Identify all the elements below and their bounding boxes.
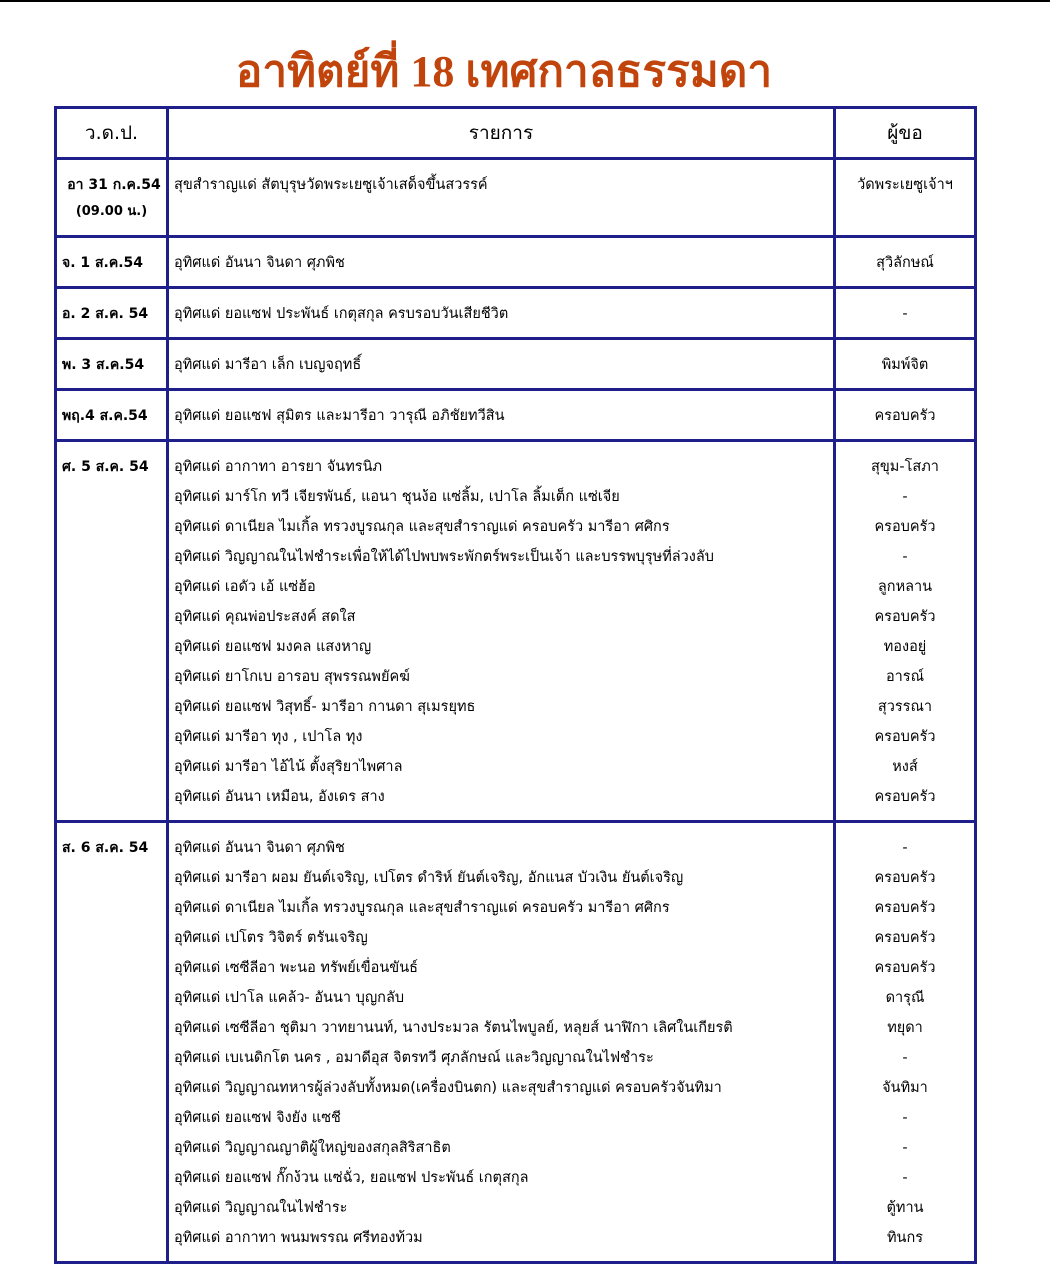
requester-text: - bbox=[902, 1050, 908, 1066]
requester-text: ตู้ทาน bbox=[886, 1200, 924, 1216]
table-row bbox=[56, 822, 976, 1263]
date-cell bbox=[56, 339, 168, 390]
table-row bbox=[56, 390, 976, 441]
intention-text: อุทิศแด่ เปโตร วิจิตร์ ตรันเจริญ bbox=[174, 930, 368, 946]
header-item: รายการ bbox=[168, 108, 835, 159]
time-text: (09.00 น.) bbox=[75, 204, 148, 219]
intention-text: อุทิศแด่ วิญญาณในไฟชำระเพื่อให้ได้ไปพบพระพักตร์พระเป็นเจ้า และบรรพบุรุษที่ล่วงลับ bbox=[174, 549, 714, 565]
schedule-body bbox=[56, 159, 976, 1263]
item-cell bbox=[168, 339, 835, 390]
requester-text: ครอบครัว bbox=[874, 900, 936, 916]
requester-text: ครอบครัว bbox=[874, 729, 936, 745]
requester-text: ครอบครัว bbox=[874, 609, 936, 625]
table-row bbox=[56, 159, 976, 237]
date-cell bbox=[56, 441, 168, 822]
requester-text: อารณ์ bbox=[885, 669, 925, 685]
header-requester: ผู้ขอ bbox=[835, 108, 976, 159]
date-text: ศ. 5 ส.ค. 54 bbox=[62, 459, 149, 475]
intention-text: อุทิศแด่ ยอแซฟ ประพันธ์ เกตุสกุล ครบรอบวันเสียชีวิต bbox=[174, 306, 509, 322]
requester-text: ลูกหลาน bbox=[877, 579, 933, 595]
requester-cell bbox=[835, 441, 976, 822]
requester-text: พิมพ์จิต bbox=[881, 357, 929, 373]
requester-text: ครอบครัว bbox=[874, 930, 936, 946]
requester-text: - bbox=[902, 306, 908, 322]
requester-text: ครอบครัว bbox=[874, 789, 936, 805]
item-cell bbox=[168, 159, 835, 237]
intention-text: อุทิศแด่ ยาโกเบ อารอบ สุพรรณพยัคฆ์ bbox=[174, 669, 410, 685]
date-text: พ. 3 ส.ค.54 bbox=[62, 357, 145, 373]
requester-text: - bbox=[902, 549, 908, 565]
requester-text: ครอบครัว bbox=[874, 519, 936, 535]
date-cell bbox=[56, 159, 168, 237]
intention-text: อุทิศแด่ วิญญาณทหารผู้ล่วงลับทั้งหมด(เครื่องบินตก) และสุขสำราญแด่ ครอบครัวจันทิมา bbox=[174, 1080, 722, 1096]
requester-text: จันทิมา bbox=[882, 1080, 928, 1096]
intention-text: อุทิศแด่ ดาเนียล ไมเกิ้ล ทรวงบูรณกุล และสุขสำราญแด่ ครอบครัว มารีอา ศศิกร bbox=[174, 519, 670, 535]
intention-text: อุทิศแด่ มาร์โก ทวี เจียรพันธ์, แอนา ชุนง้อ แซ่ลิ้ม, เปาโล ลิ้มเต็ก แซ่เจีย bbox=[174, 489, 620, 505]
table-row bbox=[56, 237, 976, 288]
requester-text: ครอบครัว bbox=[874, 960, 936, 976]
requester-cell bbox=[835, 339, 976, 390]
requester-text: ทินกร bbox=[886, 1230, 924, 1246]
intention-text: อุทิศแด่ ยอแซฟ มงคล แสงหาญ bbox=[174, 639, 372, 655]
requester-text: - bbox=[902, 1140, 908, 1156]
table-row bbox=[56, 441, 976, 822]
intention-text: อุทิศแด่ คุณพ่อประสงค์ สดใส bbox=[174, 609, 356, 625]
intention-text: อุทิศแด่ มารีอา ทุง , เปาโล ทุง bbox=[174, 729, 363, 745]
requester-cell bbox=[835, 288, 976, 339]
date-text: อ. 2 ส.ค. 54 bbox=[62, 306, 149, 322]
schedule-table bbox=[54, 106, 977, 1264]
intention-text: อุทิศแด่ มารีอา เล็ก เบญจฤทธิ์ bbox=[174, 357, 362, 373]
intention-text: อุทิศแด่ ดาเนียล ไมเกิ้ล ทรวงบูรณกุล และสุขสำราญแด่ ครอบครัว มารีอา ศศิกร bbox=[174, 900, 670, 916]
item-cell bbox=[168, 822, 835, 1263]
requester-text: สุขุม-โสภา bbox=[871, 459, 939, 475]
intention-text: อุทิศแด่ ยอแซฟ สุมิตร และมารีอา วารุณี อภิชัยทวีสิน bbox=[174, 408, 505, 424]
date-text: อา 31 ก.ค.54 bbox=[67, 177, 161, 193]
date-cell bbox=[56, 237, 168, 288]
requester-cell bbox=[835, 159, 976, 237]
date-text: ส. 6 ส.ค. 54 bbox=[62, 840, 149, 856]
requester-text: - bbox=[902, 1170, 908, 1186]
intention-text: อุทิศแด่ เซซีลีอา พะนอ ทรัพย์เขื่อนขันธ์ bbox=[174, 960, 418, 976]
requester-cell bbox=[835, 822, 976, 1263]
date-text: พฤ.4 ส.ค.54 bbox=[62, 408, 148, 424]
intention-text: อุทิศแด่ อันนา จินดา ศุภพิช bbox=[174, 840, 345, 856]
date-cell bbox=[56, 390, 168, 441]
intention-text: อุทิศแด่ อากาทา พนมพรรณ ศรีทองท้วม bbox=[174, 1230, 423, 1246]
page-title: อาทิตย์ที่ 18 เทศกาลธรรมดา bbox=[235, 47, 773, 96]
requester-text: ทองอยู่ bbox=[883, 639, 927, 655]
intention-text: อุทิศแด่ ยอแซฟ วิสุทธิ์- มารีอา กานดา สุเมรยุทธ bbox=[174, 699, 476, 715]
top-rule bbox=[0, 0, 1050, 2]
item-cell bbox=[168, 441, 835, 822]
intention-text: สุขสำราญแด่ สัตบุรุษวัดพระเยซูเจ้าเสด็จขึ้นสวรรค์ bbox=[174, 177, 488, 193]
requester-text: สุวิลักษณ์ bbox=[876, 255, 934, 271]
requester-text: - bbox=[902, 1110, 908, 1126]
requester-text: ครอบครัว bbox=[874, 870, 936, 886]
table-header-row bbox=[56, 108, 976, 159]
intention-text: อุทิศแด่ มารีอา ไอ้ไน้ ตั้งสุริยาไพศาล bbox=[174, 759, 403, 775]
table-row bbox=[56, 339, 976, 390]
requester-text: หงส์ bbox=[892, 759, 918, 775]
item-cell bbox=[168, 390, 835, 441]
requester-text: - bbox=[902, 489, 908, 505]
intention-text: อุทิศแด่ วิญญาณในไฟชำระ bbox=[174, 1200, 348, 1216]
date-text: จ. 1 ส.ค.54 bbox=[62, 255, 144, 271]
requester-cell bbox=[835, 390, 976, 441]
requester-text: ดารุณี bbox=[885, 990, 925, 1006]
intention-text: อุทิศแด่ อันนา เหมือน, อังเดร สาง bbox=[174, 789, 385, 805]
date-cell bbox=[56, 822, 168, 1263]
requester-text: วัดพระเยซูเจ้าฯ bbox=[857, 177, 953, 193]
item-cell bbox=[168, 288, 835, 339]
header-date: ว.ด.ป. bbox=[56, 108, 168, 159]
item-cell bbox=[168, 237, 835, 288]
requester-text: ครอบครัว bbox=[874, 408, 936, 424]
intention-text: อุทิศแด่ เอดัว เอ้ แซ่ฮ้อ bbox=[174, 579, 316, 595]
date-cell bbox=[56, 288, 168, 339]
requester-cell bbox=[835, 237, 976, 288]
requester-text: สุวรรณา bbox=[877, 699, 933, 715]
requester-text: - bbox=[902, 840, 908, 856]
intention-text: อุทิศแด่ วิญญาณญาติผู้ใหญ่ของสกุลสิริสาธิต bbox=[174, 1140, 451, 1156]
table-row bbox=[56, 288, 976, 339]
intention-text: อุทิศแด่ อันนา จินดา ศุภพิช bbox=[174, 255, 345, 271]
intention-text: อุทิศแด่ อากาทา อารยา จันทรนิภ bbox=[174, 459, 383, 475]
intention-text: อุทิศแด่ ยอแซฟ กั๊กง้วน แซ่ฉั่ว, ยอแซฟ ประพันธ์ เกตุสกุล bbox=[174, 1170, 529, 1186]
intention-text: อุทิศแด่ เซซีลีอา ชุติมา วาทยานนท์, นางประมวล รัตนไพบูลย์, หลุยส์ นาฬิกา เลิศในเกียรติ bbox=[174, 1020, 733, 1036]
requester-text: ทยุดา bbox=[887, 1020, 923, 1036]
intention-text: อุทิศแด่ ยอแซฟ จิงยัง แซชี bbox=[174, 1110, 341, 1126]
intention-text: อุทิศแด่ เปาโล แคล้ว- อันนา บุญกลับ bbox=[174, 990, 405, 1006]
intention-text: อุทิศแด่ เบเนดิกโต นคร , อมาดีอุส จิตรทวี ศุภลักษณ์ และวิญญาณในไฟชำระ bbox=[174, 1050, 654, 1066]
intention-text: อุทิศแด่ มารีอา ผอม ยันต์เจริญ, เปโตร ดำริห์ ยันต์เจริญ, อักแนส บัวเงิน ยันต์เจริญ bbox=[174, 870, 684, 886]
